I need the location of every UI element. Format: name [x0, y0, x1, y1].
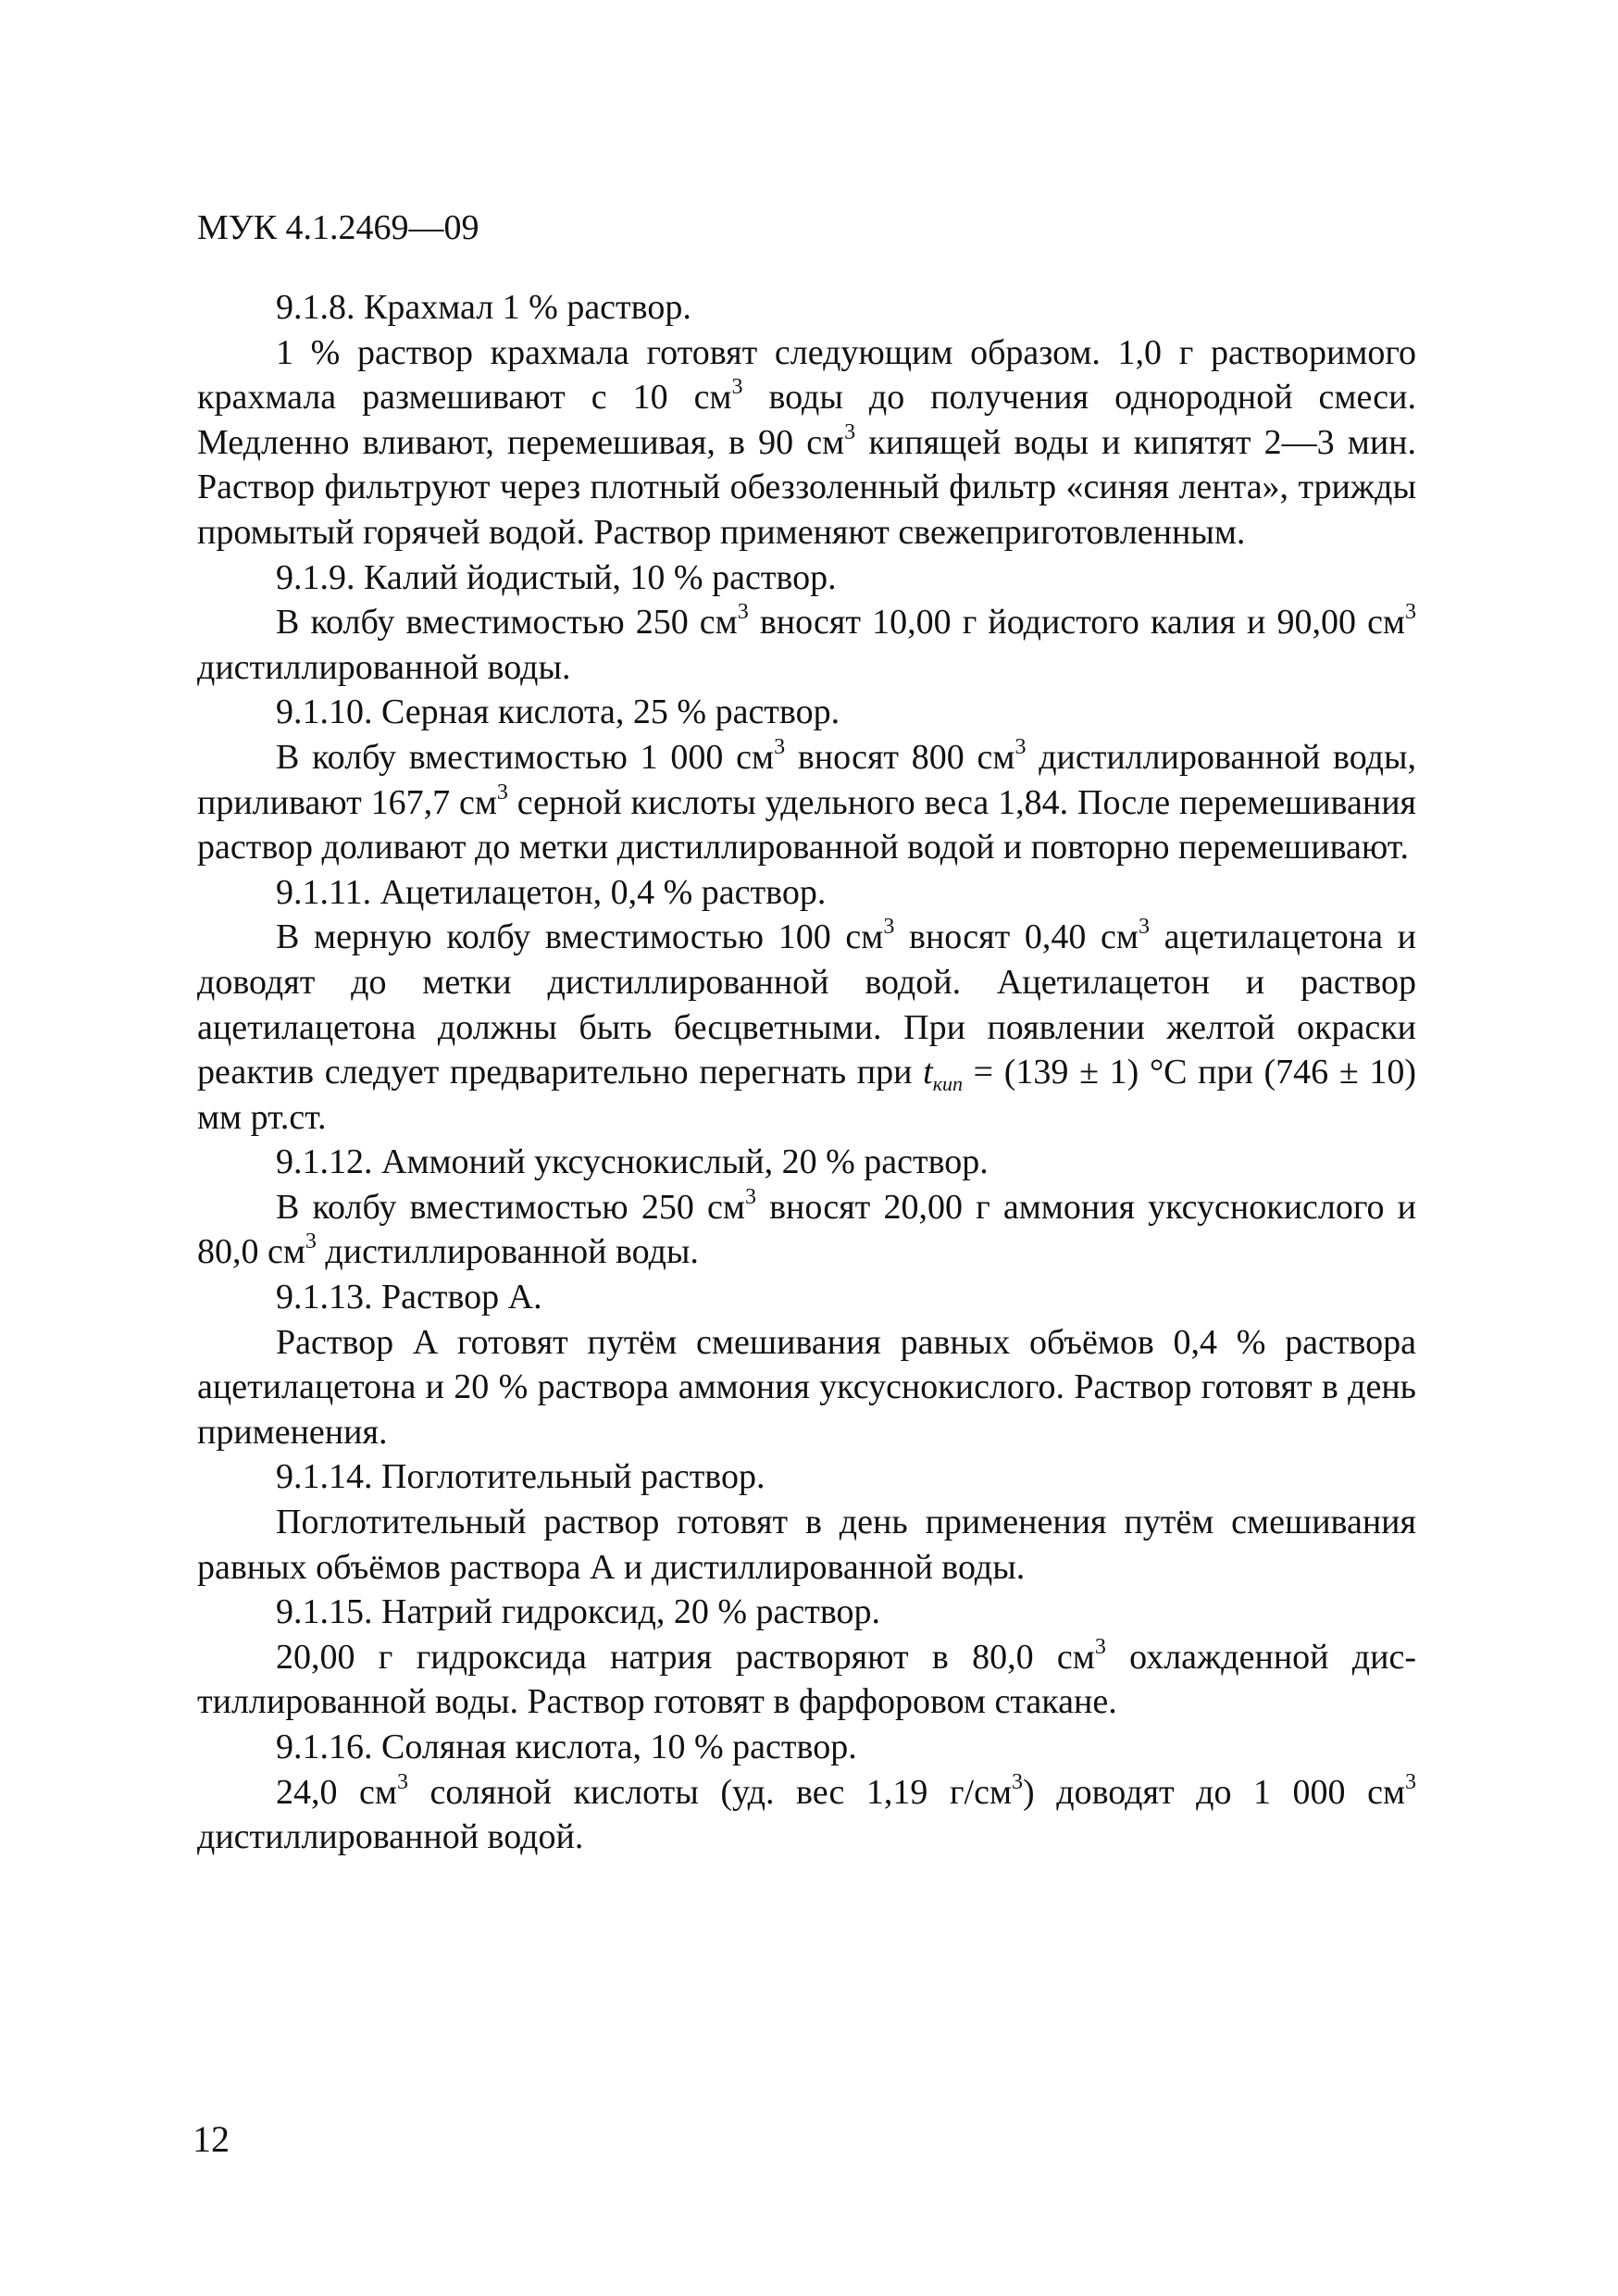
document-code: МУК 4.1.2469—09	[197, 208, 479, 247]
section-heading-9-1-9: 9.1.9. Калий йодистый, 10 % раствор.	[276, 557, 837, 597]
paragraph-absorbing-solution: Поглотительный раствор готовят в день применения путём смешивания равных объёмов раствора А и дистиллированной воды.	[197, 1503, 1416, 1587]
paragraph-acetylacetone: В мерную колбу вместимостью 100 $см^3$ вносят 0,40 $см^3$ ацетилацетона и доводят до метки дистиллированной водой. Ацетилацетон и раствор ацетилацетона должны быть бесцветными. При появлении желтой окраски реактив следует предварительно перегнать при $t_{кип} = (139 \pm 1)$ °С при (746 ± 10) мм рт.ст.	[197, 915, 1416, 1137]
paragraph-potassium-iodide: В колбу вместимостью 250 $см^3$ вносят 10,00 г йодистого калия и 90,00 $см^3$ дистиллированной воды.	[197, 600, 1416, 687]
section-heading-9-1-11: 9.1.11. Ацетилацетон, 0,4 % раствор.	[276, 872, 827, 912]
paragraph-sulfuric-acid: В колбу вместимостью 1 000 $см^3$ вносят 800 $см^3$ дистиллированной воды, приливают 167,7 $см^3$ серной кислоты удельного веса 1,84. После перемешивания раствор доливают до метки дистиллированной водой и повторно перемешивают.	[197, 734, 1417, 867]
section-heading-9-1-14: 9.1.14. Поглотительный раствор.	[276, 1457, 765, 1497]
section-heading-9-1-8: 9.1.8. Крахмал 1 % раствор.	[276, 288, 691, 327]
paragraph-starch-preparation: 1 % раствор крахмала готовят следующим образом. 1,0 г растворимого крахмала размешивают с 10 $см^3$ воды до получения однородной смеси. Медленно вливают, перемешивая, в 90 $см^3$ кипящей воды и кипятят 2—3 мин. Раствор фильтруют через плотный обеззоленный фильтр «синяя лента», трижды промытый горячей водой. Раствор применяют свежеприготовленным.	[197, 332, 1416, 552]
section-heading-9-1-10: 9.1.10. Серная кислота, 25 % раствор.	[276, 693, 840, 732]
section-heading-9-1-12: 9.1.12. Аммоний уксуснокислый, 20 % раствор.	[276, 1142, 989, 1182]
page-number: 12	[193, 2118, 230, 2160]
section-heading-9-1-16: 9.1.16. Соляная кислота, 10 % раствор.	[276, 1728, 857, 1766]
section-heading-9-1-13: 9.1.13. Раствор А.	[276, 1278, 542, 1317]
paragraph-solution-a: Раствор А готовят путём смешивания равных объёмов 0,4 % раствора ацетилацетона и 20 % раствора аммония уксуснокислого. Раствор готовят в день применения.	[197, 1322, 1416, 1452]
paragraph-ammonium-acetate: В колбу вместимостью 250 $см^3$ вносят 20,00 г аммония уксуснокислого и 80,0 $см^3$ дистиллированной воды.	[197, 1184, 1416, 1272]
section-heading-9-1-15: 9.1.15. Натрий гидроксид, 20 % раствор.	[276, 1592, 881, 1632]
paragraph-hydrochloric-acid: 24,0 $см^3$ соляной кислоты (уд. вес 1,19 $г/см^3$) доводят до 1 000 $см^3$ дистиллированной водой.	[197, 1769, 1416, 1857]
document-body	[197, 285, 1416, 1860]
paragraph-sodium-hydroxide: 20,00 г гидроксида натрия растворяют в 80,0 $см^3$ охлажденной дистиллированной воды. Раствор готовят в фарфоровом стакане.	[197, 1634, 1416, 1722]
